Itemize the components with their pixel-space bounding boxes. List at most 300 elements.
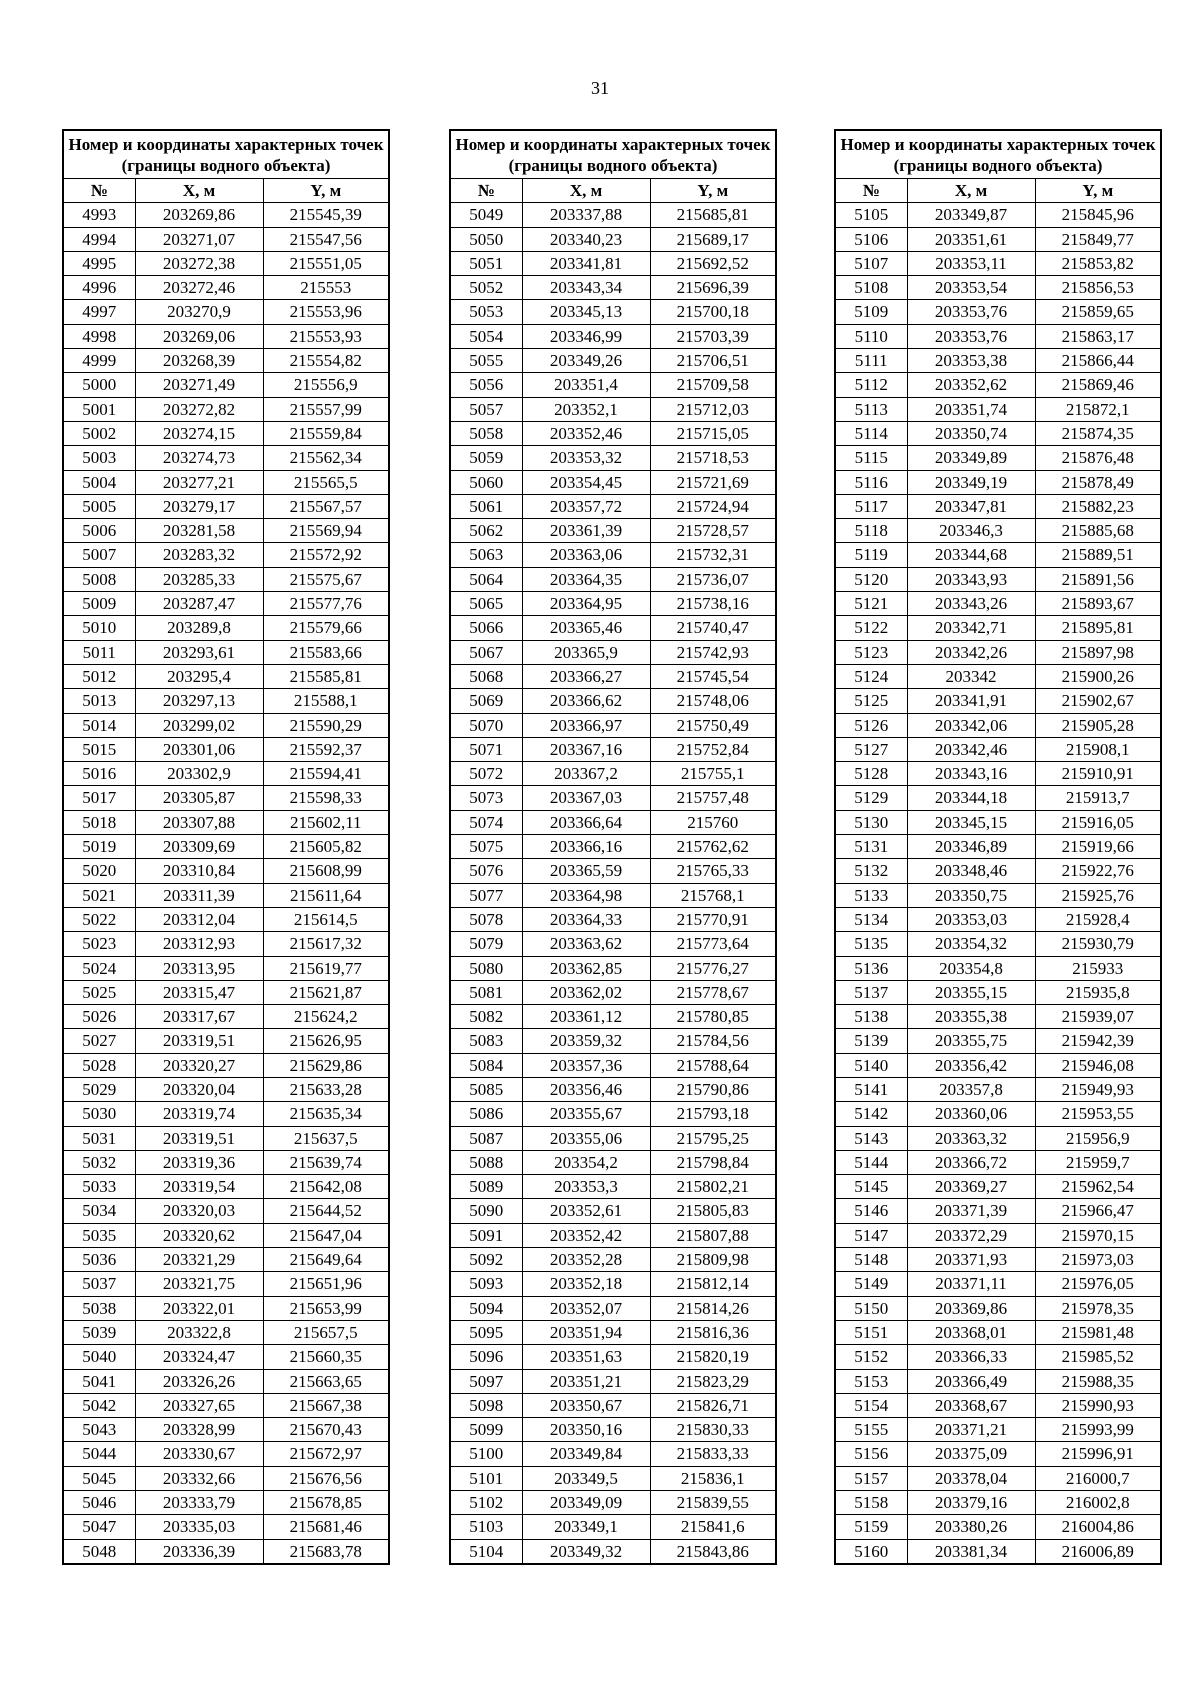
coord-y-cell: 215905,28 [1035,713,1161,737]
point-number-cell: 5104 [450,1539,522,1564]
coordinates-table-2 [449,129,777,1565]
table-row [63,349,389,373]
table-row [835,932,1161,956]
coord-y-cell: 215608,99 [263,859,389,883]
coordinates-table-1 [62,129,390,1565]
coord-y-cell: 215897,98 [1035,640,1161,664]
column-header-x: X, м [907,179,1035,203]
coord-x-cell: 203346,89 [907,835,1035,859]
coord-x-cell: 203352,62 [907,373,1035,397]
coord-y-cell: 215872,1 [1035,397,1161,421]
coord-x-cell: 203348,46 [907,859,1035,883]
coord-y-cell: 215639,74 [263,1150,389,1174]
point-number-cell: 4996 [63,276,135,300]
table-row [835,956,1161,980]
table-row [63,1248,389,1272]
coord-x-cell: 203341,91 [907,689,1035,713]
table-row [450,446,776,470]
coord-x-cell: 203354,8 [907,956,1035,980]
coord-y-cell: 215689,17 [650,227,776,251]
point-number-cell: 5008 [63,567,135,591]
coord-y-cell: 215784,56 [650,1029,776,1053]
point-number-cell: 5023 [63,932,135,956]
table-row [63,276,389,300]
coord-x-cell: 203364,95 [522,592,650,616]
table-row [63,1053,389,1077]
table-row [63,640,389,664]
point-number-cell: 5017 [63,786,135,810]
table-row [450,786,776,810]
coord-x-cell: 203320,62 [135,1223,263,1247]
point-number-cell: 5099 [450,1418,522,1442]
point-number-cell: 5037 [63,1272,135,1296]
coord-y-cell: 215802,21 [650,1175,776,1199]
coord-x-cell: 203335,03 [135,1515,263,1539]
table-row [63,446,389,470]
table-row [835,1369,1161,1393]
table-row [450,1175,776,1199]
point-number-cell: 5031 [63,1126,135,1150]
coord-y-cell: 215614,5 [263,907,389,931]
table-row [63,494,389,518]
point-number-cell: 5045 [63,1466,135,1490]
table-row [835,1272,1161,1296]
coord-x-cell: 203353,76 [907,300,1035,324]
point-number-cell: 5087 [450,1126,522,1150]
coord-y-cell: 215869,46 [1035,373,1161,397]
table-row [63,713,389,737]
point-number-cell: 5107 [835,251,907,275]
coord-y-cell: 215742,93 [650,640,776,664]
point-number-cell: 5040 [63,1345,135,1369]
coord-y-cell: 215845,96 [1035,203,1161,227]
point-number-cell: 5039 [63,1320,135,1344]
coord-y-cell: 215820,19 [650,1345,776,1369]
table-row [835,1248,1161,1272]
table-row [835,349,1161,373]
coord-x-cell: 203371,21 [907,1418,1035,1442]
point-number-cell: 5061 [450,494,522,518]
point-number-cell: 5010 [63,616,135,640]
point-number-cell: 5016 [63,762,135,786]
coord-x-cell: 203352,42 [522,1223,650,1247]
table-row [63,980,389,1004]
coord-y-cell: 215732,31 [650,543,776,567]
coord-y-cell: 215736,07 [650,567,776,591]
coord-y-cell: 215683,78 [263,1539,389,1564]
point-number-cell: 5118 [835,519,907,543]
coord-y-cell: 215816,36 [650,1320,776,1344]
coord-x-cell: 203310,84 [135,859,263,883]
table-row [450,1320,776,1344]
table-row [835,1539,1161,1564]
coord-x-cell: 203357,36 [522,1053,650,1077]
coord-y-cell: 215916,05 [1035,810,1161,834]
coord-x-cell: 203343,26 [907,592,1035,616]
table-row [835,446,1161,470]
coord-y-cell: 215993,99 [1035,1418,1161,1442]
coord-x-cell: 203302,9 [135,762,263,786]
coord-y-cell: 215642,08 [263,1175,389,1199]
table-row [63,324,389,348]
point-number-cell: 4994 [63,227,135,251]
table-row [450,397,776,421]
coord-x-cell: 203351,94 [522,1320,650,1344]
coord-y-cell: 215590,29 [263,713,389,737]
point-number-cell: 5015 [63,737,135,761]
coord-x-cell: 203320,03 [135,1199,263,1223]
coord-y-cell: 215928,4 [1035,907,1161,931]
coord-x-cell: 203285,33 [135,567,263,591]
coord-y-cell: 215592,37 [263,737,389,761]
point-number-cell: 5033 [63,1175,135,1199]
coord-y-cell: 215990,93 [1035,1393,1161,1417]
table-row [450,616,776,640]
coord-y-cell: 215721,69 [650,470,776,494]
table-row [63,762,389,786]
point-number-cell: 5100 [450,1442,522,1466]
point-number-cell: 5119 [835,543,907,567]
coord-x-cell: 203312,04 [135,907,263,931]
table-row [63,1272,389,1296]
point-number-cell: 5160 [835,1539,907,1564]
coord-x-cell: 203363,62 [522,932,650,956]
table-row [63,786,389,810]
point-number-cell: 5158 [835,1491,907,1515]
coord-y-cell: 215853,82 [1035,251,1161,275]
coord-x-cell: 203311,39 [135,883,263,907]
point-number-cell: 5065 [450,592,522,616]
coord-y-cell: 215562,34 [263,446,389,470]
coord-x-cell: 203293,61 [135,640,263,664]
coord-x-cell: 203342 [907,664,1035,688]
point-number-cell: 5096 [450,1345,522,1369]
coord-x-cell: 203274,73 [135,446,263,470]
table-row [835,227,1161,251]
point-number-cell: 5080 [450,956,522,980]
table-row [835,1515,1161,1539]
coord-y-cell: 215762,62 [650,835,776,859]
table-row [63,1296,389,1320]
coord-x-cell: 203336,39 [135,1539,263,1564]
coord-y-cell: 215660,35 [263,1345,389,1369]
column-header-number: № [450,179,522,203]
table-row [450,737,776,761]
point-number-cell: 5044 [63,1442,135,1466]
coord-x-cell: 203343,16 [907,762,1035,786]
coord-x-cell: 203270,9 [135,300,263,324]
point-number-cell: 4998 [63,324,135,348]
coord-x-cell: 203375,09 [907,1442,1035,1466]
coord-x-cell: 203272,82 [135,397,263,421]
point-number-cell: 4993 [63,203,135,227]
coord-y-cell: 215843,86 [650,1539,776,1564]
table-row [63,1393,389,1417]
coord-x-cell: 203324,47 [135,1345,263,1369]
coord-y-cell: 215930,79 [1035,932,1161,956]
coord-y-cell: 215715,05 [650,421,776,445]
point-number-cell: 5093 [450,1272,522,1296]
point-number-cell: 5094 [450,1296,522,1320]
coord-x-cell: 203349,26 [522,349,650,373]
table-row [450,907,776,931]
coord-y-cell: 215830,33 [650,1418,776,1442]
point-number-cell: 5085 [450,1077,522,1101]
table-row [835,1029,1161,1053]
coord-x-cell: 203352,18 [522,1272,650,1296]
table-row [63,883,389,907]
point-number-cell: 5115 [835,446,907,470]
point-number-cell: 5152 [835,1345,907,1369]
coord-y-cell: 215712,03 [650,397,776,421]
table-row [835,397,1161,421]
coord-y-cell: 215856,53 [1035,276,1161,300]
point-number-cell: 5153 [835,1369,907,1393]
coord-x-cell: 203281,58 [135,519,263,543]
point-number-cell: 5090 [450,1199,522,1223]
point-number-cell: 5046 [63,1491,135,1515]
table-row [450,1418,776,1442]
point-number-cell: 5114 [835,421,907,445]
table-row [63,203,389,227]
coord-y-cell: 215755,1 [650,762,776,786]
coord-y-cell: 215981,48 [1035,1320,1161,1344]
point-number-cell: 5136 [835,956,907,980]
point-number-cell: 5134 [835,907,907,931]
coord-y-cell: 215973,03 [1035,1248,1161,1272]
point-number-cell: 5069 [450,689,522,713]
coord-x-cell: 203353,54 [907,276,1035,300]
coord-x-cell: 203378,04 [907,1466,1035,1490]
coord-x-cell: 203366,16 [522,835,650,859]
point-number-cell: 5020 [63,859,135,883]
coord-x-cell: 203301,06 [135,737,263,761]
table-row [835,640,1161,664]
table-row [450,810,776,834]
point-number-cell: 5076 [450,859,522,883]
point-number-cell: 5026 [63,1005,135,1029]
coord-x-cell: 203364,35 [522,567,650,591]
coord-y-cell: 215621,87 [263,980,389,1004]
point-number-cell: 5147 [835,1223,907,1247]
coord-x-cell: 203353,03 [907,907,1035,931]
table-row [63,1320,389,1344]
coord-y-cell: 215939,07 [1035,1005,1161,1029]
table-row [450,349,776,373]
table-title: Номер и координаты характерных точек (границы водного объекта) [63,130,389,179]
coord-y-cell: 215812,14 [650,1272,776,1296]
coord-x-cell: 203319,74 [135,1102,263,1126]
point-number-cell: 5028 [63,1053,135,1077]
point-number-cell: 5145 [835,1175,907,1199]
table-row [450,1466,776,1490]
coord-x-cell: 203328,99 [135,1418,263,1442]
table-row [450,932,776,956]
coord-x-cell: 203353,32 [522,446,650,470]
point-number-cell: 5075 [450,835,522,859]
coord-y-cell: 215611,64 [263,883,389,907]
coord-x-cell: 203345,15 [907,810,1035,834]
coord-y-cell: 215882,23 [1035,494,1161,518]
coord-x-cell: 203342,71 [907,616,1035,640]
table-row [450,1199,776,1223]
coord-y-cell: 215788,64 [650,1053,776,1077]
coord-x-cell: 203342,46 [907,737,1035,761]
point-number-cell: 5054 [450,324,522,348]
point-number-cell: 5129 [835,786,907,810]
coord-x-cell: 203353,38 [907,349,1035,373]
point-number-cell: 5140 [835,1053,907,1077]
coord-x-cell: 203268,39 [135,349,263,373]
table-row [63,810,389,834]
point-number-cell: 5149 [835,1272,907,1296]
coord-y-cell: 215651,96 [263,1272,389,1296]
coord-x-cell: 203356,46 [522,1077,650,1101]
coord-x-cell: 203363,32 [907,1126,1035,1150]
coord-x-cell: 203337,88 [522,203,650,227]
coord-y-cell: 215575,67 [263,567,389,591]
coord-y-cell: 215849,77 [1035,227,1161,251]
coord-y-cell: 215670,43 [263,1418,389,1442]
table-row [63,1126,389,1150]
coord-x-cell: 203355,75 [907,1029,1035,1053]
coord-x-cell: 203357,8 [907,1077,1035,1101]
point-number-cell: 5064 [450,567,522,591]
table-row [835,470,1161,494]
coord-x-cell: 203319,36 [135,1150,263,1174]
coord-x-cell: 203351,21 [522,1369,650,1393]
coord-x-cell: 203283,32 [135,543,263,567]
point-number-cell: 5121 [835,592,907,616]
table-row [63,664,389,688]
coord-x-cell: 203349,89 [907,446,1035,470]
coord-y-cell: 215902,67 [1035,689,1161,713]
table-row [450,300,776,324]
coord-y-cell: 215750,49 [650,713,776,737]
table-row [63,1466,389,1490]
coord-y-cell: 215809,98 [650,1248,776,1272]
coord-y-cell: 215841,6 [650,1515,776,1539]
point-number-cell: 5131 [835,835,907,859]
table-row [835,373,1161,397]
coord-x-cell: 203366,97 [522,713,650,737]
coord-x-cell: 203333,79 [135,1491,263,1515]
coord-y-cell: 215663,65 [263,1369,389,1393]
coord-x-cell: 203346,3 [907,519,1035,543]
coord-y-cell: 216000,7 [1035,1466,1161,1490]
table-row [835,786,1161,810]
point-number-cell: 5072 [450,762,522,786]
coord-x-cell: 203350,75 [907,883,1035,907]
table-row [450,835,776,859]
table-row [835,883,1161,907]
table-row [450,227,776,251]
coord-x-cell: 203349,19 [907,470,1035,494]
table-row [450,592,776,616]
point-number-cell: 5116 [835,470,907,494]
coord-x-cell: 203349,09 [522,1491,650,1515]
coord-x-cell: 203366,72 [907,1150,1035,1174]
point-number-cell: 5041 [63,1369,135,1393]
table-row [835,1345,1161,1369]
coord-y-cell: 215565,5 [263,470,389,494]
table-row [63,1102,389,1126]
coord-y-cell: 215745,54 [650,664,776,688]
table-row [63,567,389,591]
coord-y-cell: 215752,84 [650,737,776,761]
point-number-cell: 5011 [63,640,135,664]
table-row [835,1199,1161,1223]
coord-x-cell: 203295,4 [135,664,263,688]
point-number-cell: 5092 [450,1248,522,1272]
coord-x-cell: 203274,15 [135,421,263,445]
point-number-cell: 5053 [450,300,522,324]
table-row [63,592,389,616]
coord-y-cell: 215553,96 [263,300,389,324]
point-number-cell: 5009 [63,592,135,616]
table-row [835,1005,1161,1029]
coord-x-cell: 203371,39 [907,1199,1035,1223]
table-row [835,835,1161,859]
point-number-cell: 5157 [835,1466,907,1490]
column-header-y: Y, м [1035,179,1161,203]
point-number-cell: 5120 [835,567,907,591]
coord-x-cell: 203361,39 [522,519,650,543]
coord-y-cell: 215624,2 [263,1005,389,1029]
coord-y-cell: 215706,51 [650,349,776,373]
table-row [835,616,1161,640]
point-number-cell: 5062 [450,519,522,543]
coord-x-cell: 203367,16 [522,737,650,761]
table-row [63,519,389,543]
point-number-cell: 5151 [835,1320,907,1344]
point-number-cell: 5142 [835,1102,907,1126]
coord-x-cell: 203361,12 [522,1005,650,1029]
coord-y-cell: 215863,17 [1035,324,1161,348]
point-number-cell: 5084 [450,1053,522,1077]
coord-x-cell: 203349,5 [522,1466,650,1490]
coord-y-cell: 215554,82 [263,349,389,373]
point-number-cell: 5137 [835,980,907,1004]
coord-y-cell: 215919,66 [1035,835,1161,859]
coord-y-cell: 215768,1 [650,883,776,907]
coord-x-cell: 203354,45 [522,470,650,494]
coord-x-cell: 203371,93 [907,1248,1035,1272]
point-number-cell: 5000 [63,373,135,397]
coord-x-cell: 203322,8 [135,1320,263,1344]
coord-y-cell: 215740,47 [650,616,776,640]
point-number-cell: 5025 [63,980,135,1004]
coord-y-cell: 215996,91 [1035,1442,1161,1466]
point-number-cell: 5123 [835,640,907,664]
table-row [450,373,776,397]
coord-y-cell: 215833,33 [650,1442,776,1466]
coord-y-cell: 215633,28 [263,1077,389,1101]
coord-y-cell: 215724,94 [650,494,776,518]
coord-y-cell: 215657,5 [263,1320,389,1344]
point-number-cell: 5034 [63,1199,135,1223]
coord-x-cell: 203381,34 [907,1539,1035,1564]
coord-y-cell: 215798,84 [650,1150,776,1174]
table-row [835,1053,1161,1077]
table-row [835,203,1161,227]
coord-x-cell: 203272,46 [135,276,263,300]
table-row [835,276,1161,300]
coord-y-cell: 215757,48 [650,786,776,810]
table-row [63,1442,389,1466]
coord-x-cell: 203346,99 [522,324,650,348]
coord-y-cell: 215966,47 [1035,1199,1161,1223]
